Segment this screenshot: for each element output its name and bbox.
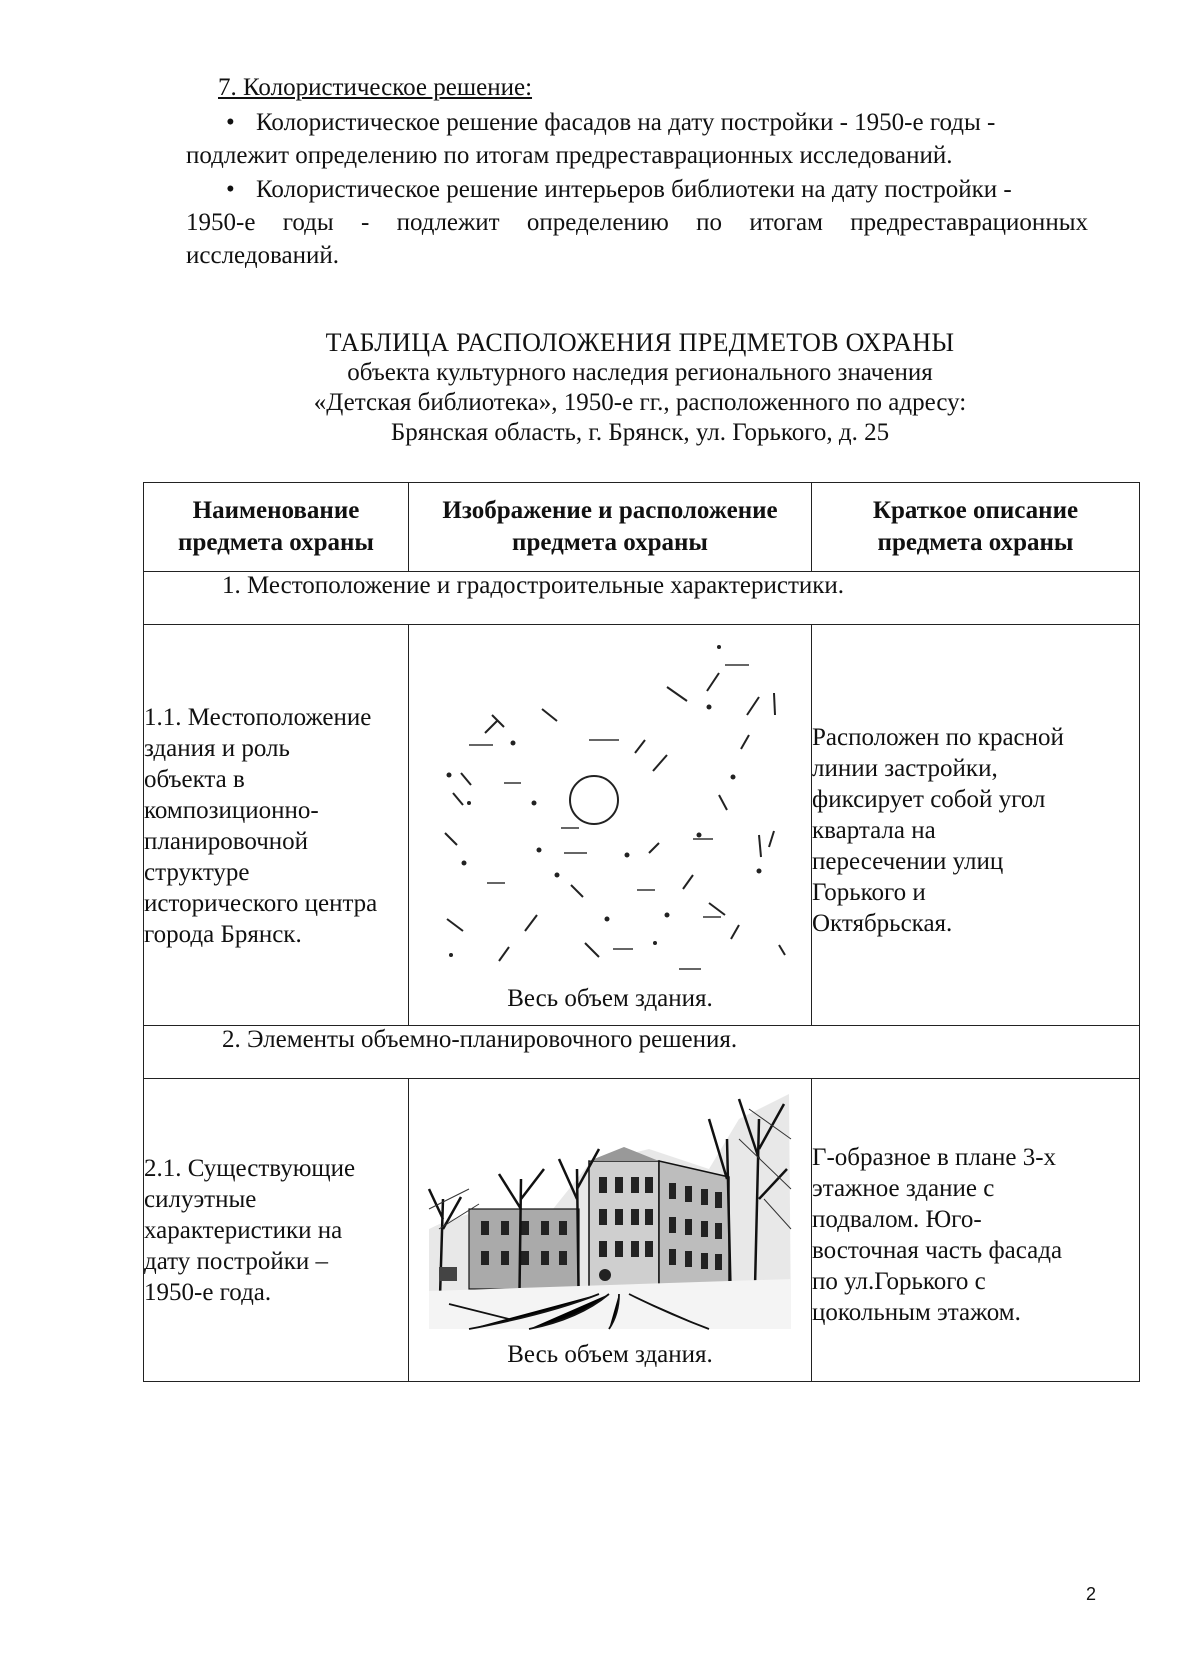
bullet-2-text-rest: 1950-е годы - подлежит определению по итогам предреставрационных исследований.: [186, 209, 1088, 269]
building-photo: [409, 1079, 812, 1381]
table-subtitle-line-4: Брянская область, г. Брянск, ул. Горького, д. 25: [390, 419, 890, 446]
section-2-label: 2. Элементы объемно-планировочного решения.: [144, 1026, 1140, 1079]
bullet-paragraph-2: [186, 173, 1088, 272]
bullet-1-text-first: Колористическое решение фасадов на дату постройки - 1950-е годы -: [256, 109, 996, 136]
bullet-1-text-rest: подлежит определению по итогам предреставрационных исследований.: [186, 142, 953, 169]
situation-plan-image: [409, 625, 812, 1025]
bullet-paragraph-1: [186, 106, 1088, 172]
section-heading: 7. Колористическое решение:: [218, 74, 533, 101]
row-2-name: 2.1. Существующие силуэтные характеристики на дату постройки – 1950-е года.: [144, 1079, 409, 1382]
table-subtitle-line-3: «Детская библиотека», 1950-е гг., расположенного по адресу:: [313, 389, 967, 416]
row-1-description: Расположен по красной линии застройки, фиксирует собой угол квартала на пересечении улиц Горького и Октябрьская.: [812, 625, 1140, 1026]
row-2-description: Г-образное в плане 3-х этажное здание с подвалом. Юго- восточная часть фасада по ул.Горького с цокольным этажом.: [812, 1079, 1140, 1382]
table-title: ТАБЛИЦА РАСПОЛОЖЕНИЯ ПРЕДМЕТОВ ОХРАНЫ: [325, 328, 955, 357]
protection-table: [143, 482, 1140, 1382]
bullet-dot-icon: •: [226, 109, 235, 136]
header-name: Наименование предмета охраны: [144, 483, 409, 572]
bullet-2-text-first: Колористическое решение интерьеров библиотеки на дату постройки -: [256, 176, 1012, 203]
page-number: 2: [1086, 1584, 1097, 1604]
section-row-1: [144, 572, 1140, 625]
header-description: Краткое описание предмета охраны: [812, 483, 1140, 572]
row-1-image-cell: [409, 625, 812, 1026]
row-2-image-caption: Весь объем здания.: [507, 1341, 713, 1368]
row-2-image-cell: [409, 1079, 812, 1382]
table-subtitle-line-2: объекта культурного наследия регионального значения: [347, 359, 933, 386]
table-row: [144, 1079, 1140, 1382]
table-header-row: [144, 483, 1140, 572]
row-1-name: 1.1. Местоположение здания и роль объекта в композиционно- планировочной структуре исторического центра города Брянск.: [144, 625, 409, 1026]
table-row: [144, 625, 1140, 1026]
section-1-label: 1. Местоположение и градостроительные характеристики.: [144, 572, 1140, 625]
section-row-2: [144, 1026, 1140, 1079]
header-image: Изображение и расположение предмета охраны: [409, 483, 812, 572]
bullet-dot-icon: •: [226, 176, 235, 203]
table-caption: [140, 328, 1140, 448]
row-1-image-caption: Весь объем здания.: [507, 985, 713, 1012]
